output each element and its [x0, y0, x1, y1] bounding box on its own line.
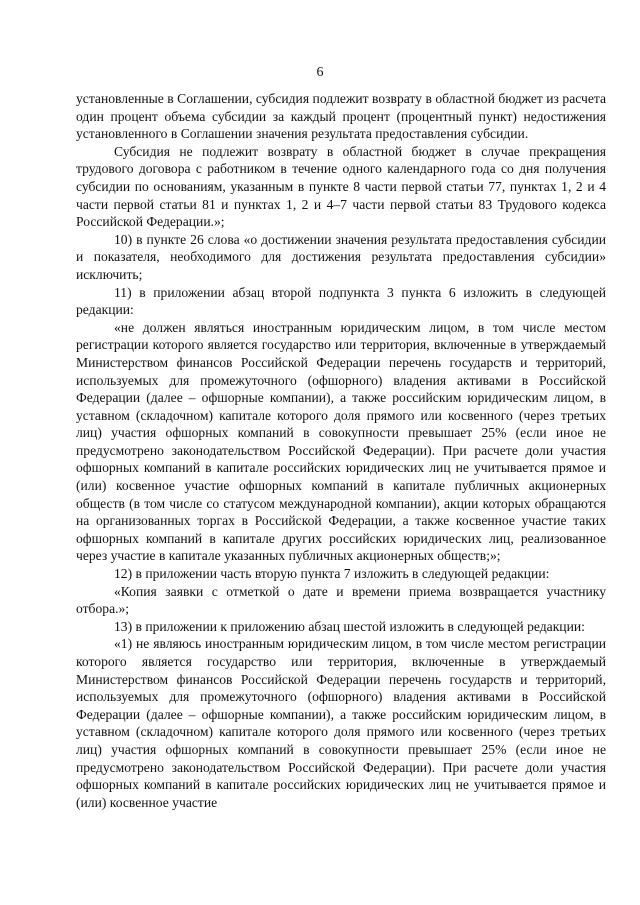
paragraph: «не должен являться иностранным юридическим лицом, в том числе местом регистрации которого является государство или территория, включенные в утверждаемый Министерством финансов Российской Федерации перечень государств и территорий, используемых для промежуточного (офшорного) владения активами в Российской Федерации (далее – офшорные компании), а также российским юридическим лицом, в уставном (складочном) капитале которого доля прямого или косвенного (через третьих лиц) участия офшорных компаний в совокупности превышает 25% (если иное не предусмотрено законодательством Российской Федерации). При расчете доли участия офшорных компаний в капитале российских юридических лиц не учитывается прямое и (или) косвенное участие офшорных компаний в капитале публичных акционерных обществ (в том числе со статусом международной компании), акции которых обращаются на организованных торгах в Российской Федерации, а также косвенное участие таких офшорных компаний в капитале других российских юридических лиц, реализованное через участие в капитале указанных публичных акционерных обществ;»;: [76, 319, 606, 564]
paragraph: Субсидия не подлежит возврату в областной бюджет в случае прекращения трудового договора с работником в течение одного календарного года со дня получения субсидии по основаниям, указанным в пункте 8 части первой статьи 77, пунктах 1, 2 и 4 части первой статьи 81 и пунктах 1, 2 и 4–7 части первой статьи 83 Трудового кодекса Российской Федерации.»;: [76, 143, 606, 230]
document-body: [76, 90, 606, 811]
paragraph: 11) в приложении абзац второй подпункта 3 пункта 6 изложить в следующей редакции:: [76, 284, 606, 318]
page-number: 6: [316, 65, 324, 80]
paragraph: 10) в пункте 26 слова «о достижении значения результата предоставления субсидии и показателя, необходимого для достижения результата предоставления субсидии» исключить;: [76, 231, 606, 282]
paragraph: 12) в приложении часть вторую пункта 7 изложить в следующей редакции:: [114, 566, 550, 582]
paragraph: установленные в Соглашении, субсидия подлежит возврату в областной бюджет из расчета один процент объема субсидии за каждый процент (процентный пункт) недостижения установленного в Соглашении значения результата предоставления субсидии.: [76, 91, 606, 142]
paragraph: «Копия заявки с отметкой о дате и времени приема возвращается участнику отбора.»;: [76, 583, 606, 617]
paragraph: «1) не являюсь иностранным юридическим лицом, в том числе местом регистрации которого является государство или территория, включенные в утверждаемый Министерством финансов Российской Федерации перечень государств и территорий, используемых для промежуточного (офшорного) владения активами в Российской Федерации (далее – офшорные компании), а также российским юридическим лицом, в уставном (складочном) капитале которого доля прямого или косвенного (через третьих лиц) участия офшорных компаний в совокупности превышает 25% (если иное не предусмотрено законодательством Российской Федерации). При расчете доли участия офшорных компаний в капитале российских юридических лиц не учитывается прямое и (или) косвенное участие: [76, 636, 606, 810]
paragraph: 13) в приложении к приложению абзац шестой изложить в следующей редакции:: [114, 618, 585, 634]
